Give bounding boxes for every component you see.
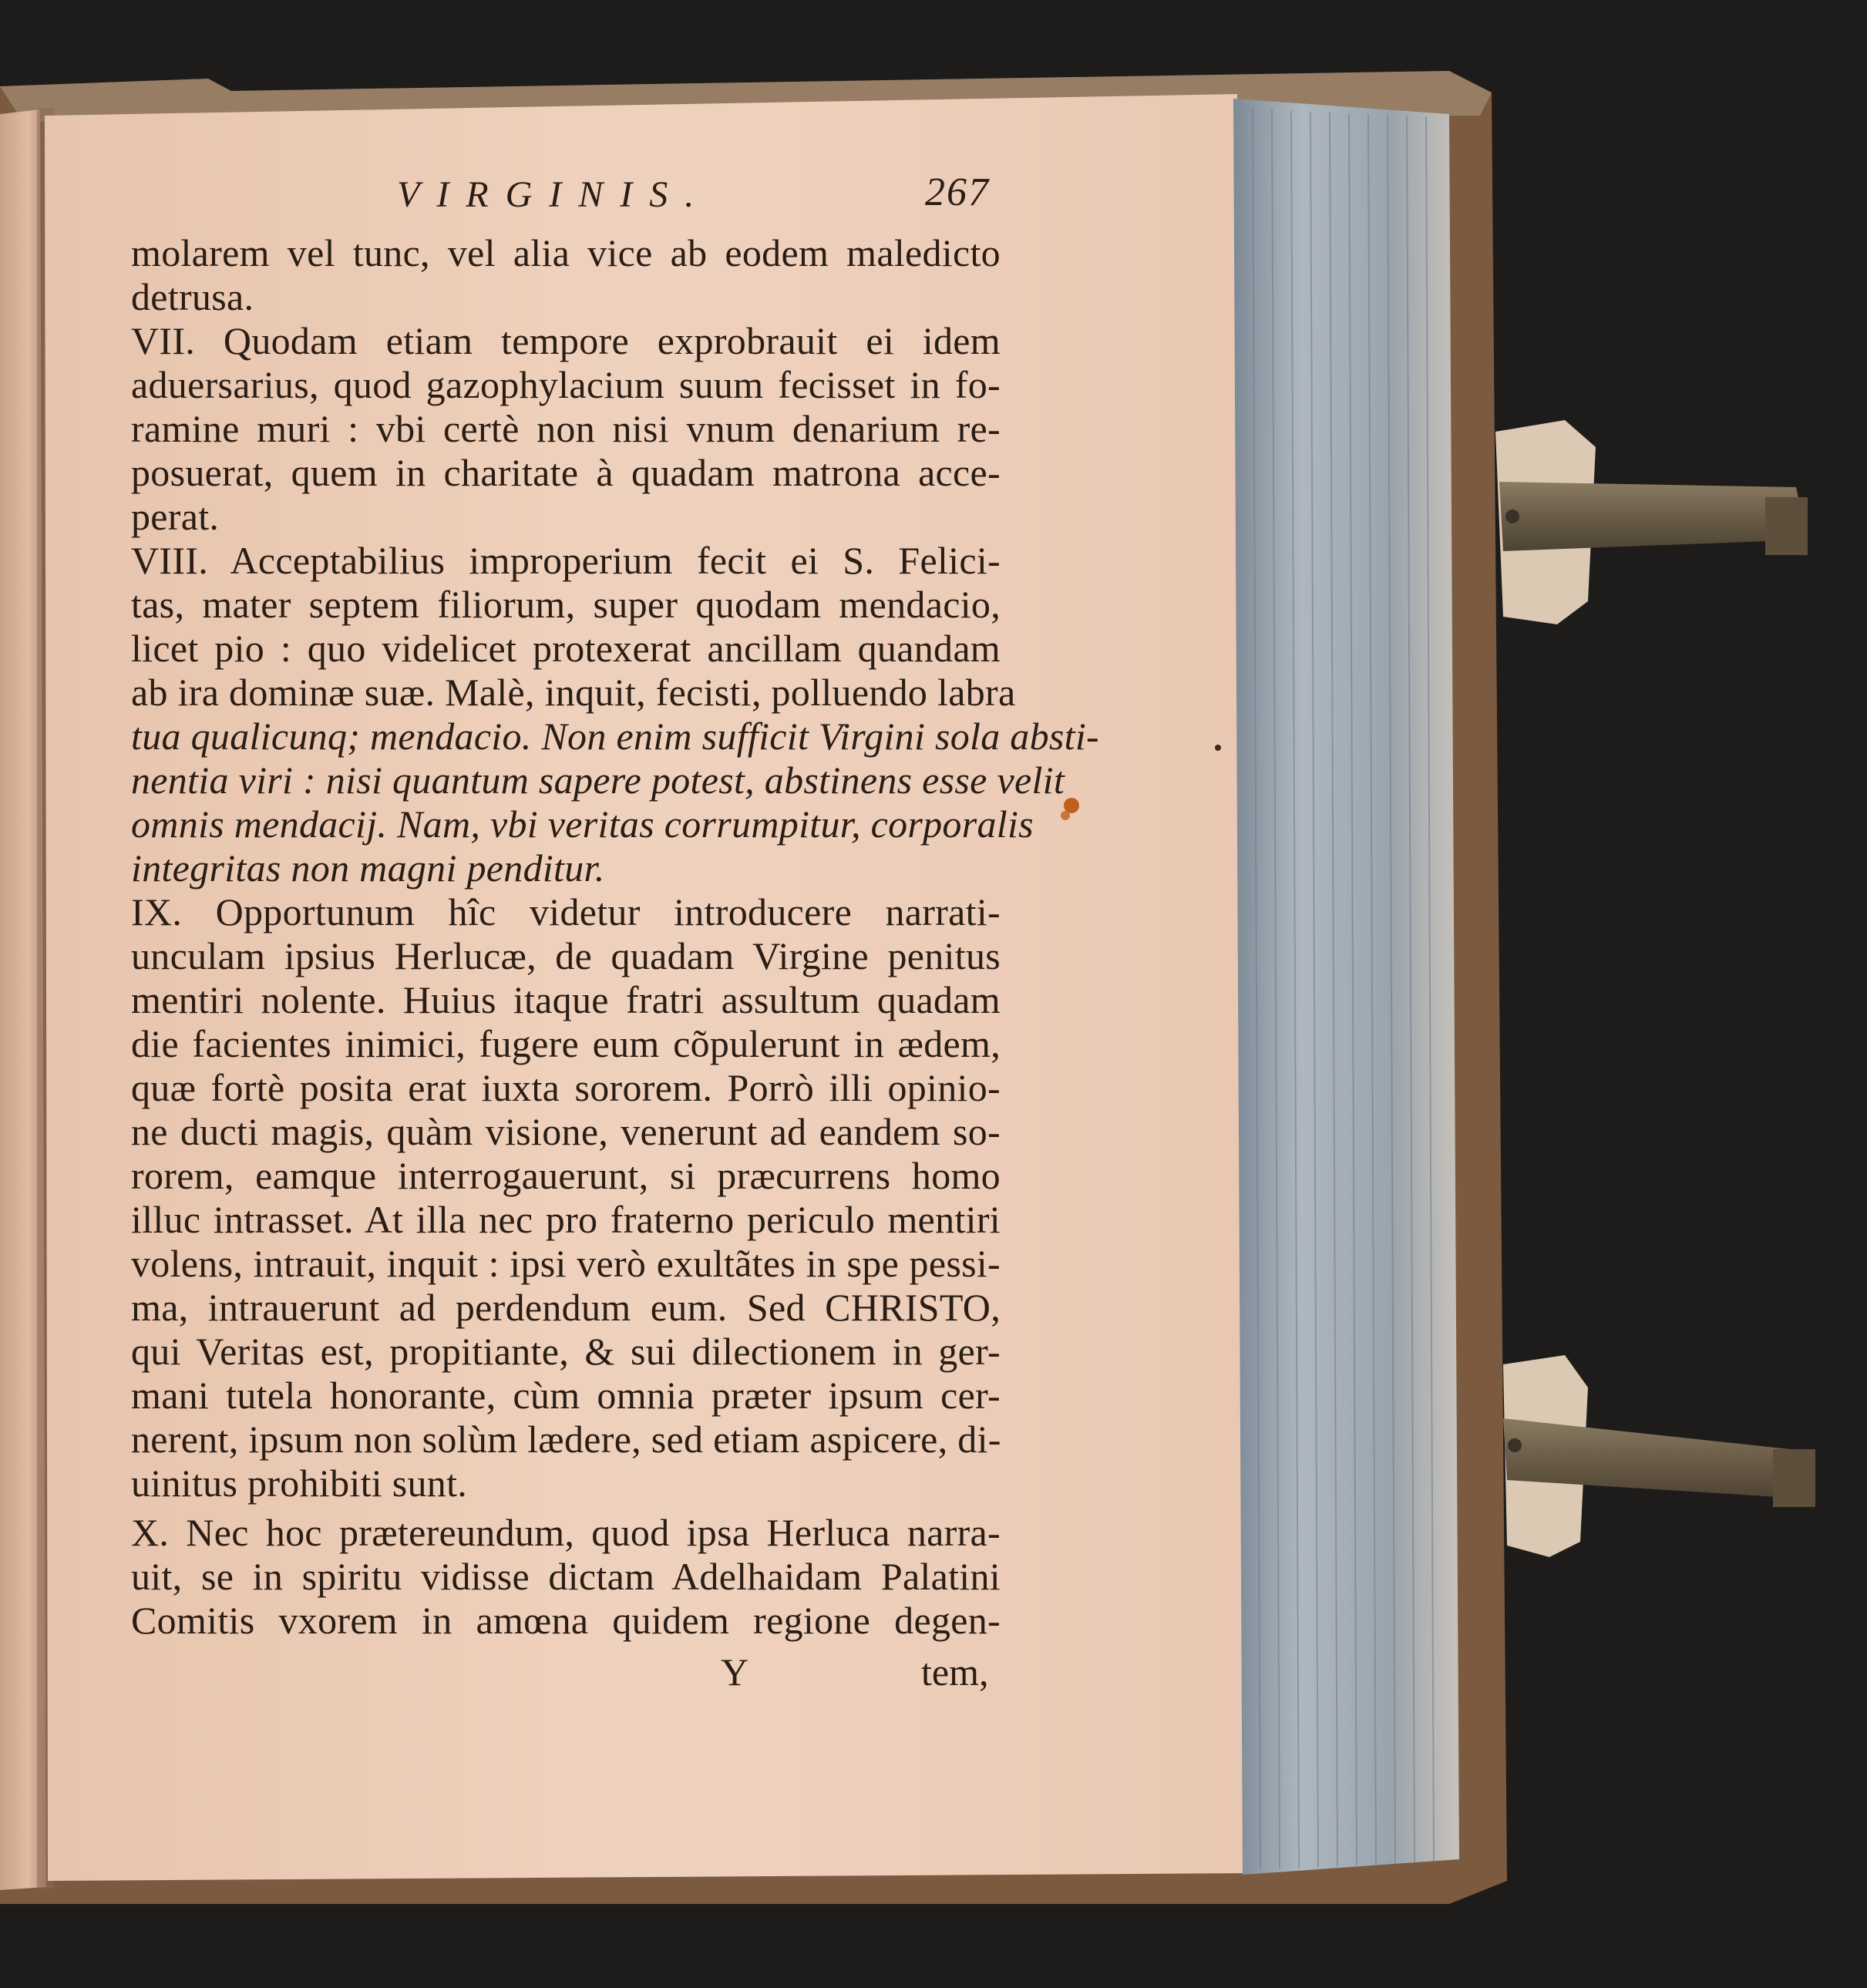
text-line: mentiri nolente. Huius itaque fratri assultum quadam <box>131 978 1001 1021</box>
text-line: rorem, eamque interrogauerunt, si præcurrens homo <box>131 1154 1001 1197</box>
text-line: unculam ipsius Herlucæ, de quadam Virgine penitus <box>131 934 1001 977</box>
text-line: uit, se in spiritu vidisse dictam Adelhaidam Palatini <box>131 1555 1001 1598</box>
text-line: tua qualicunq; mendacio. Non enim sufficit Virgini sola absti- <box>131 715 1100 758</box>
text-line: quæ fortè posita erat iuxta sororem. Porrò illi opinio- <box>131 1066 1001 1109</box>
text-line: aduersarius, quod gazophylacium suum fecisset in fo- <box>131 363 1001 406</box>
text-line: detrusa. <box>131 275 254 318</box>
text-line: qui Veritas est, propitiante, & sui dilectionem in ger- <box>131 1330 1001 1373</box>
text-line: integritas non magni penditur. <box>131 846 605 890</box>
page-number: 267 <box>925 170 990 214</box>
text-line: VIII. Acceptabilius improperium fecit ei S. Felici- <box>131 539 1001 582</box>
text-line: X. Nec hoc prætereundum, quod ipsa Herluca narra- <box>131 1511 1001 1554</box>
text-line: nentia viri : nisi quantum sapere potest, abstinens esse velit <box>131 759 1065 802</box>
text-line: IX. Opportunum hîc videtur introducere narrati- <box>131 890 1001 933</box>
text-line: ab ira dominæ suæ. Malè, inquit, fecisti, polluendo labra <box>131 671 1016 714</box>
text-line: Comitis vxorem in amœna quidem regione degen- <box>131 1599 1001 1642</box>
running-head: VIRGINIS. <box>397 174 711 215</box>
text-line: licet pio : quo videlicet protexerat ancillam quandam <box>131 627 1001 670</box>
text-line: ramine muri : vbi certè non nisi vnum denarium re- <box>131 407 1001 450</box>
text-line: posuerat, quem in charitate à quadam matrona acce- <box>131 451 1001 494</box>
catchword: tem, <box>921 1650 989 1694</box>
text-line: die facientes inimici, fugere eum cõpulerunt in ædem, <box>131 1022 1001 1065</box>
signature-mark: Y <box>721 1650 749 1694</box>
text-line: nerent, ipsum non solùm lædere, sed etiam aspicere, di- <box>131 1418 1001 1461</box>
text-line: ne ducti magis, quàm visione, venerunt ad eandem so- <box>131 1110 1001 1153</box>
text-line: perat. <box>131 495 220 538</box>
text-line: VII. Quodam etiam tempore exprobrauit ei idem <box>131 319 1001 362</box>
text-line: molarem vel tunc, vel alia vice ab eodem maledicto <box>131 231 1001 274</box>
text-line: tas, mater septem filiorum, super quodam mendacio, <box>131 583 1001 626</box>
text-line: volens, intrauit, inquit : ipsi verò exultãtes in spe pessi- <box>131 1242 1001 1285</box>
text-line: omnis mendacij. Nam, vbi veritas corrumpitur, corporalis <box>131 802 1034 846</box>
text-line: mani tutela honorante, cùm omnia præter ipsum cer- <box>131 1374 1001 1417</box>
text-line: uinitus prohibiti sunt. <box>131 1462 468 1505</box>
text-line: illuc intrasset. At illa nec pro fraterno periculo mentiri <box>131 1198 1001 1241</box>
text-line: ma, intrauerunt ad perdendum eum. Sed CHRISTO, <box>131 1286 1001 1329</box>
